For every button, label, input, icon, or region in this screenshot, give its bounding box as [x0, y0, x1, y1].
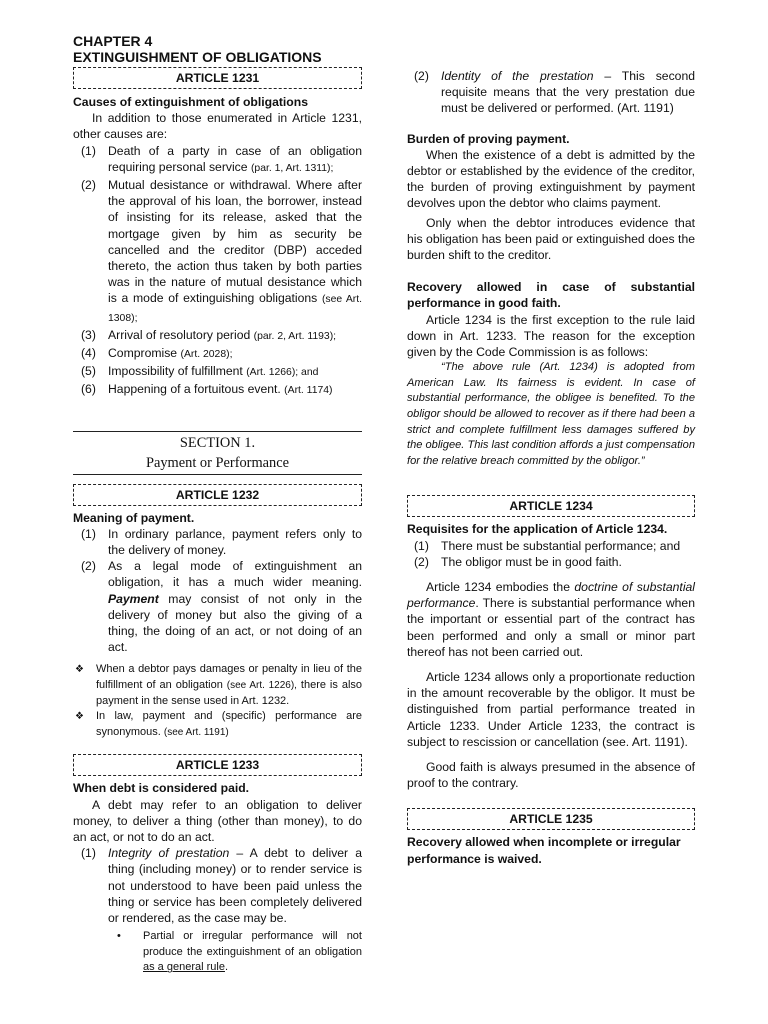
list-item: (1) There must be substantial performance; and	[414, 538, 681, 553]
article-1235-heading: Recovery allowed when incomplete or irregular performance is waived.	[407, 835, 681, 866]
payment-term: Payment	[108, 591, 159, 606]
diamond-bullet-icon: ❖	[75, 711, 84, 723]
article-1233-heading: When debt is considered paid.	[73, 781, 250, 796]
burden-heading: Burden of proving payment.	[407, 131, 570, 146]
burden-paragraph-2: Only when the debtor introduces evidence that his obligation has been paid or extinguished does the burden shift to the creditor.	[407, 215, 695, 263]
list-item: (1) Integrity of prestation – A debt to deliver a thing (including money) or to render service is not understood to have been paid unless the thing or service has been completely delivered or rendered, as the case may be.	[81, 846, 362, 926]
code-commission-quote: “The above rule (Art. 1234) is adopted from American Law. Its fairness is evident. In case of substantial performance, the obligee is benefited. To the obligor should be allowed to recover as if there had been a strict and complete fulfillment less damages suffered by the obligee. This last condition affords a just compensation for the relative breach committed by the obligor.”	[407, 361, 696, 467]
bullet-item: ❖ In law, payment and (specific) performance are synonymous. (see Art. 1191)	[73, 709, 362, 740]
article-1234-heading: Requisites for the application of Article 1234.	[407, 522, 668, 537]
recovery-heading: Recovery allowed in case of substantial performance in good faith.	[407, 280, 695, 311]
bullet-item: • Partial or irregular performance will not produce the extinguishment of an obligation as a general rule.	[73, 929, 362, 976]
list-item: (2) Identity of the prestation – This second requisite means that the very prestation due must be delivered or performed. (Art. 1191)	[414, 69, 695, 116]
dot-bullet-icon: •	[117, 930, 121, 943]
right-column	[407, 68, 695, 867]
list-item: (6) Happening of a fortuitous event. (Art. 1174)	[81, 382, 333, 397]
list-item: (4) Compromise (Art. 2028);	[81, 346, 233, 361]
article-1234-paragraph-1: Article 1234 embodies the doctrine of substantial performance. There is substantial performance when the important or essential part of the contract has been performed and only a small or minor part thereof has not been carried out.	[407, 580, 696, 659]
article-1233-intro: A debt may refer to an obligation to deliver money, to deliver a thing (other than money), to do an act, or not to do an act.	[73, 797, 362, 845]
article-1234-paragraph-3: Good faith is always presumed in the absence of proof to the contrary.	[407, 760, 695, 791]
left-column	[73, 33, 362, 976]
list-item: (2) The obligor must be in good faith.	[414, 554, 622, 569]
list-item: (3) Arrival of resolutory period (par. 2, Art. 1193);	[81, 327, 337, 342]
list-item: (1) Death of a party in case of an obligation requiring personal service (par. 1, Art. 1311);	[81, 143, 362, 174]
section-rule-bottom	[73, 474, 362, 475]
chapter-number: CHAPTER 4	[73, 33, 153, 49]
article-1232-box: ARTICLE 1232	[73, 484, 362, 506]
burden-paragraph-1: When the existence of a debt is admitted by the debtor or established by the evidence of the creditor, the burden of proving extinguishment by payment devolves upon the debtor who claims payment.	[407, 147, 695, 211]
recovery-paragraph: Article 1234 is the first exception to the rule laid down in Art. 1233. The reason for the exception given by the Code Commission is as follows:	[407, 312, 695, 360]
article-1231-heading: Causes of extinguishment of obligations	[73, 95, 308, 109]
list-item: (1) In ordinary parlance, payment refers only to the delivery of money.	[81, 526, 362, 558]
list-item: (2) Mutual desistance or withdrawal. Where after the approval of his loan, the borrower, instead of insisting for its release, asked that the mortgage given by him as security be cancelled and the creditor (DBP) acceded thereto, the action thus taken by both parties was in the nature of mutual desistance which is a mode of extinguishing obligations (see Art. 1308);	[81, 178, 362, 324]
article-1231-box: ARTICLE 1231	[73, 67, 362, 89]
article-1235-box: ARTICLE 1235	[407, 808, 695, 830]
article-1232-heading: Meaning of payment.	[73, 510, 195, 525]
list-item: (2) As a legal mode of extinguishment an obligation, it has a much wider meaning. Payment may consist of not only in the delivery of money but also the giving of a thing, the doing of an act, or not doing of an act.	[81, 559, 362, 655]
article-1234-paragraph-2: Article 1234 allows only a proportionate reduction in the amount recoverable by the obligor. It must be distinguished from partial performance treated in Article 1233. Under Article 1233, the contract is subject to rescission or cancellation (see. Art. 1191).	[407, 670, 695, 749]
list-item: (5) Impossibility of fulfillment (Art. 1266); and	[81, 364, 319, 379]
chapter-title: EXTINGUISHMENT OF OBLIGATIONS	[73, 49, 322, 65]
section-number: SECTION 1.	[179, 434, 256, 451]
causes-list	[73, 143, 362, 400]
article-1234-box: ARTICLE 1234	[407, 495, 695, 517]
section-rule-top	[73, 431, 362, 432]
section-title: Payment or Performance	[145, 454, 290, 471]
article-1233-box: ARTICLE 1233	[73, 754, 362, 776]
bullet-item: ❖ When a debtor pays damages or penalty in lieu of the fulfillment of an obligation (see Art. 1226), there is also payment in the sense used in Art. 1232.	[73, 662, 362, 709]
diamond-bullet-icon: ❖	[75, 664, 84, 676]
article-1231-intro: In addition to those enumerated in Article 1231, other causes are:	[73, 111, 362, 142]
